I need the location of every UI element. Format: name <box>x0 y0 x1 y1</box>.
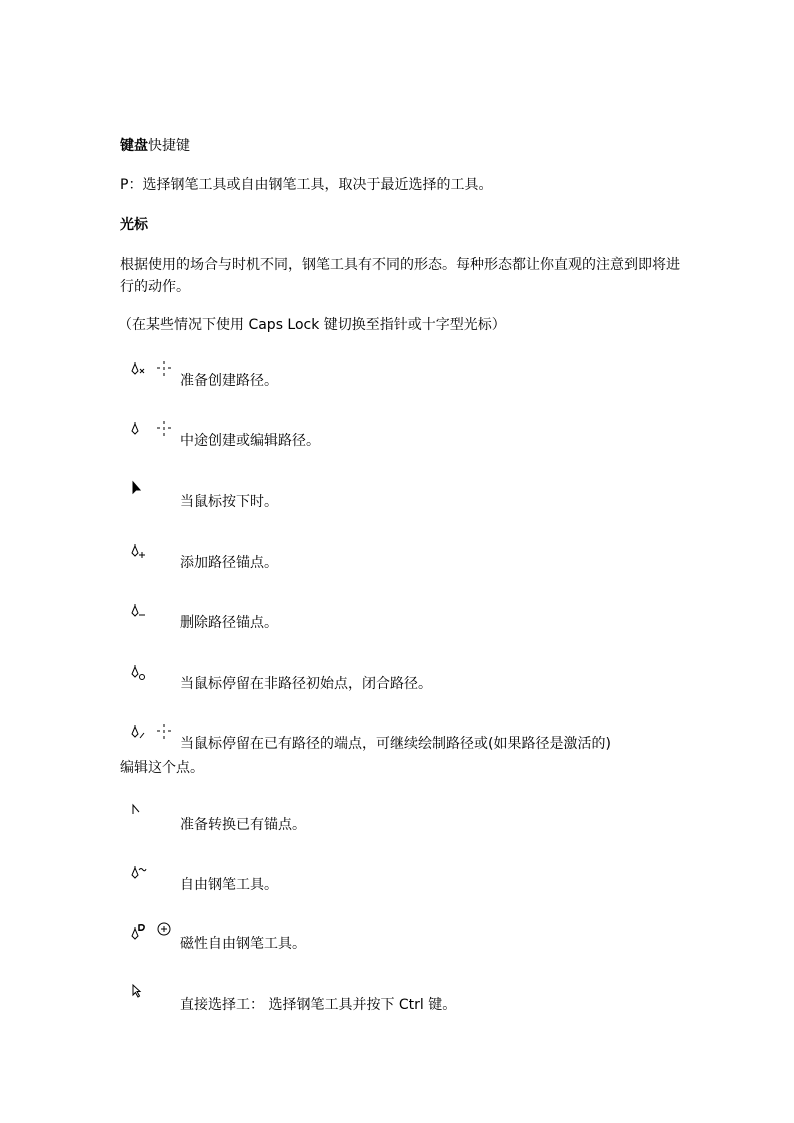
cursor-label-continuation: 编辑这个点。 <box>120 760 204 776</box>
cursor-row <box>120 552 720 574</box>
heading-rest: 快捷键 <box>148 138 190 154</box>
pen-icon <box>130 420 148 442</box>
crosshair-icon <box>156 420 172 438</box>
cursor-label: 自由钢笔工具。 <box>180 877 278 893</box>
convert-anchor-icon <box>130 804 148 826</box>
cursor-label: 当鼠标按下时。 <box>180 494 278 510</box>
cursor-label: 准备转换已有锚点。 <box>180 817 306 833</box>
cursor-row <box>120 370 720 392</box>
pen-x-icon <box>130 360 148 382</box>
magnetic-pen-icon <box>130 923 148 945</box>
crosshair-icon <box>156 360 172 378</box>
pen-slash-icon <box>130 723 148 745</box>
cursor-row <box>120 673 720 695</box>
cursor-label: 准备创建路径。 <box>180 373 278 389</box>
pen-plus-icon <box>130 542 148 564</box>
intro-paragraph: 根据使用的场合与时机不同，钢笔工具有不同的形态。每种形态都让你直观的注意到即将进行的动作。 <box>120 257 680 295</box>
circle-plus-icon <box>156 923 172 941</box>
cursor-row <box>120 994 720 1016</box>
pen-minus-icon <box>130 602 148 624</box>
cursor-label: 磁性自由钢笔工具。 <box>180 936 306 952</box>
section-heading <box>120 135 190 157</box>
cursor-row <box>120 491 720 513</box>
crosshair-icon <box>156 723 172 741</box>
caps-lock-note: （在某些情况下使用 Caps Lock 键切换至指针或十字型光标） <box>118 317 506 333</box>
cursor-row <box>120 874 720 896</box>
heading-bold: 键盘 <box>120 138 148 154</box>
cursor-heading: 光标 <box>120 217 148 233</box>
cursor-row <box>120 814 720 836</box>
cursor-label: 删除路径锚点。 <box>180 615 278 631</box>
cursor-row <box>120 430 720 452</box>
shortcut-text: P：选择钢笔工具或自由钢笔工具，取决于最近选择的工具。 <box>120 177 493 193</box>
cursor-label: 直接选择工： 选择钢笔工具并按下 Ctrl 键。 <box>180 997 457 1013</box>
arrow-pointer-icon <box>130 481 148 503</box>
cursor-label: 当鼠标停留在已有路径的端点，可继续绘制路径或(如果路径是激活的) <box>180 736 611 752</box>
direct-select-arrow-icon <box>130 984 148 1006</box>
cursor-label: 添加路径锚点。 <box>180 555 278 571</box>
cursor-row <box>120 733 720 755</box>
cursor-label: 中途创建或编辑路径。 <box>180 433 320 449</box>
cursor-row <box>120 612 720 634</box>
freeform-pen-icon <box>130 864 148 886</box>
pen-circle-icon <box>130 663 148 685</box>
cursor-row <box>120 933 720 955</box>
cursor-label: 当鼠标停留在非路径初始点，闭合路径。 <box>180 676 432 692</box>
